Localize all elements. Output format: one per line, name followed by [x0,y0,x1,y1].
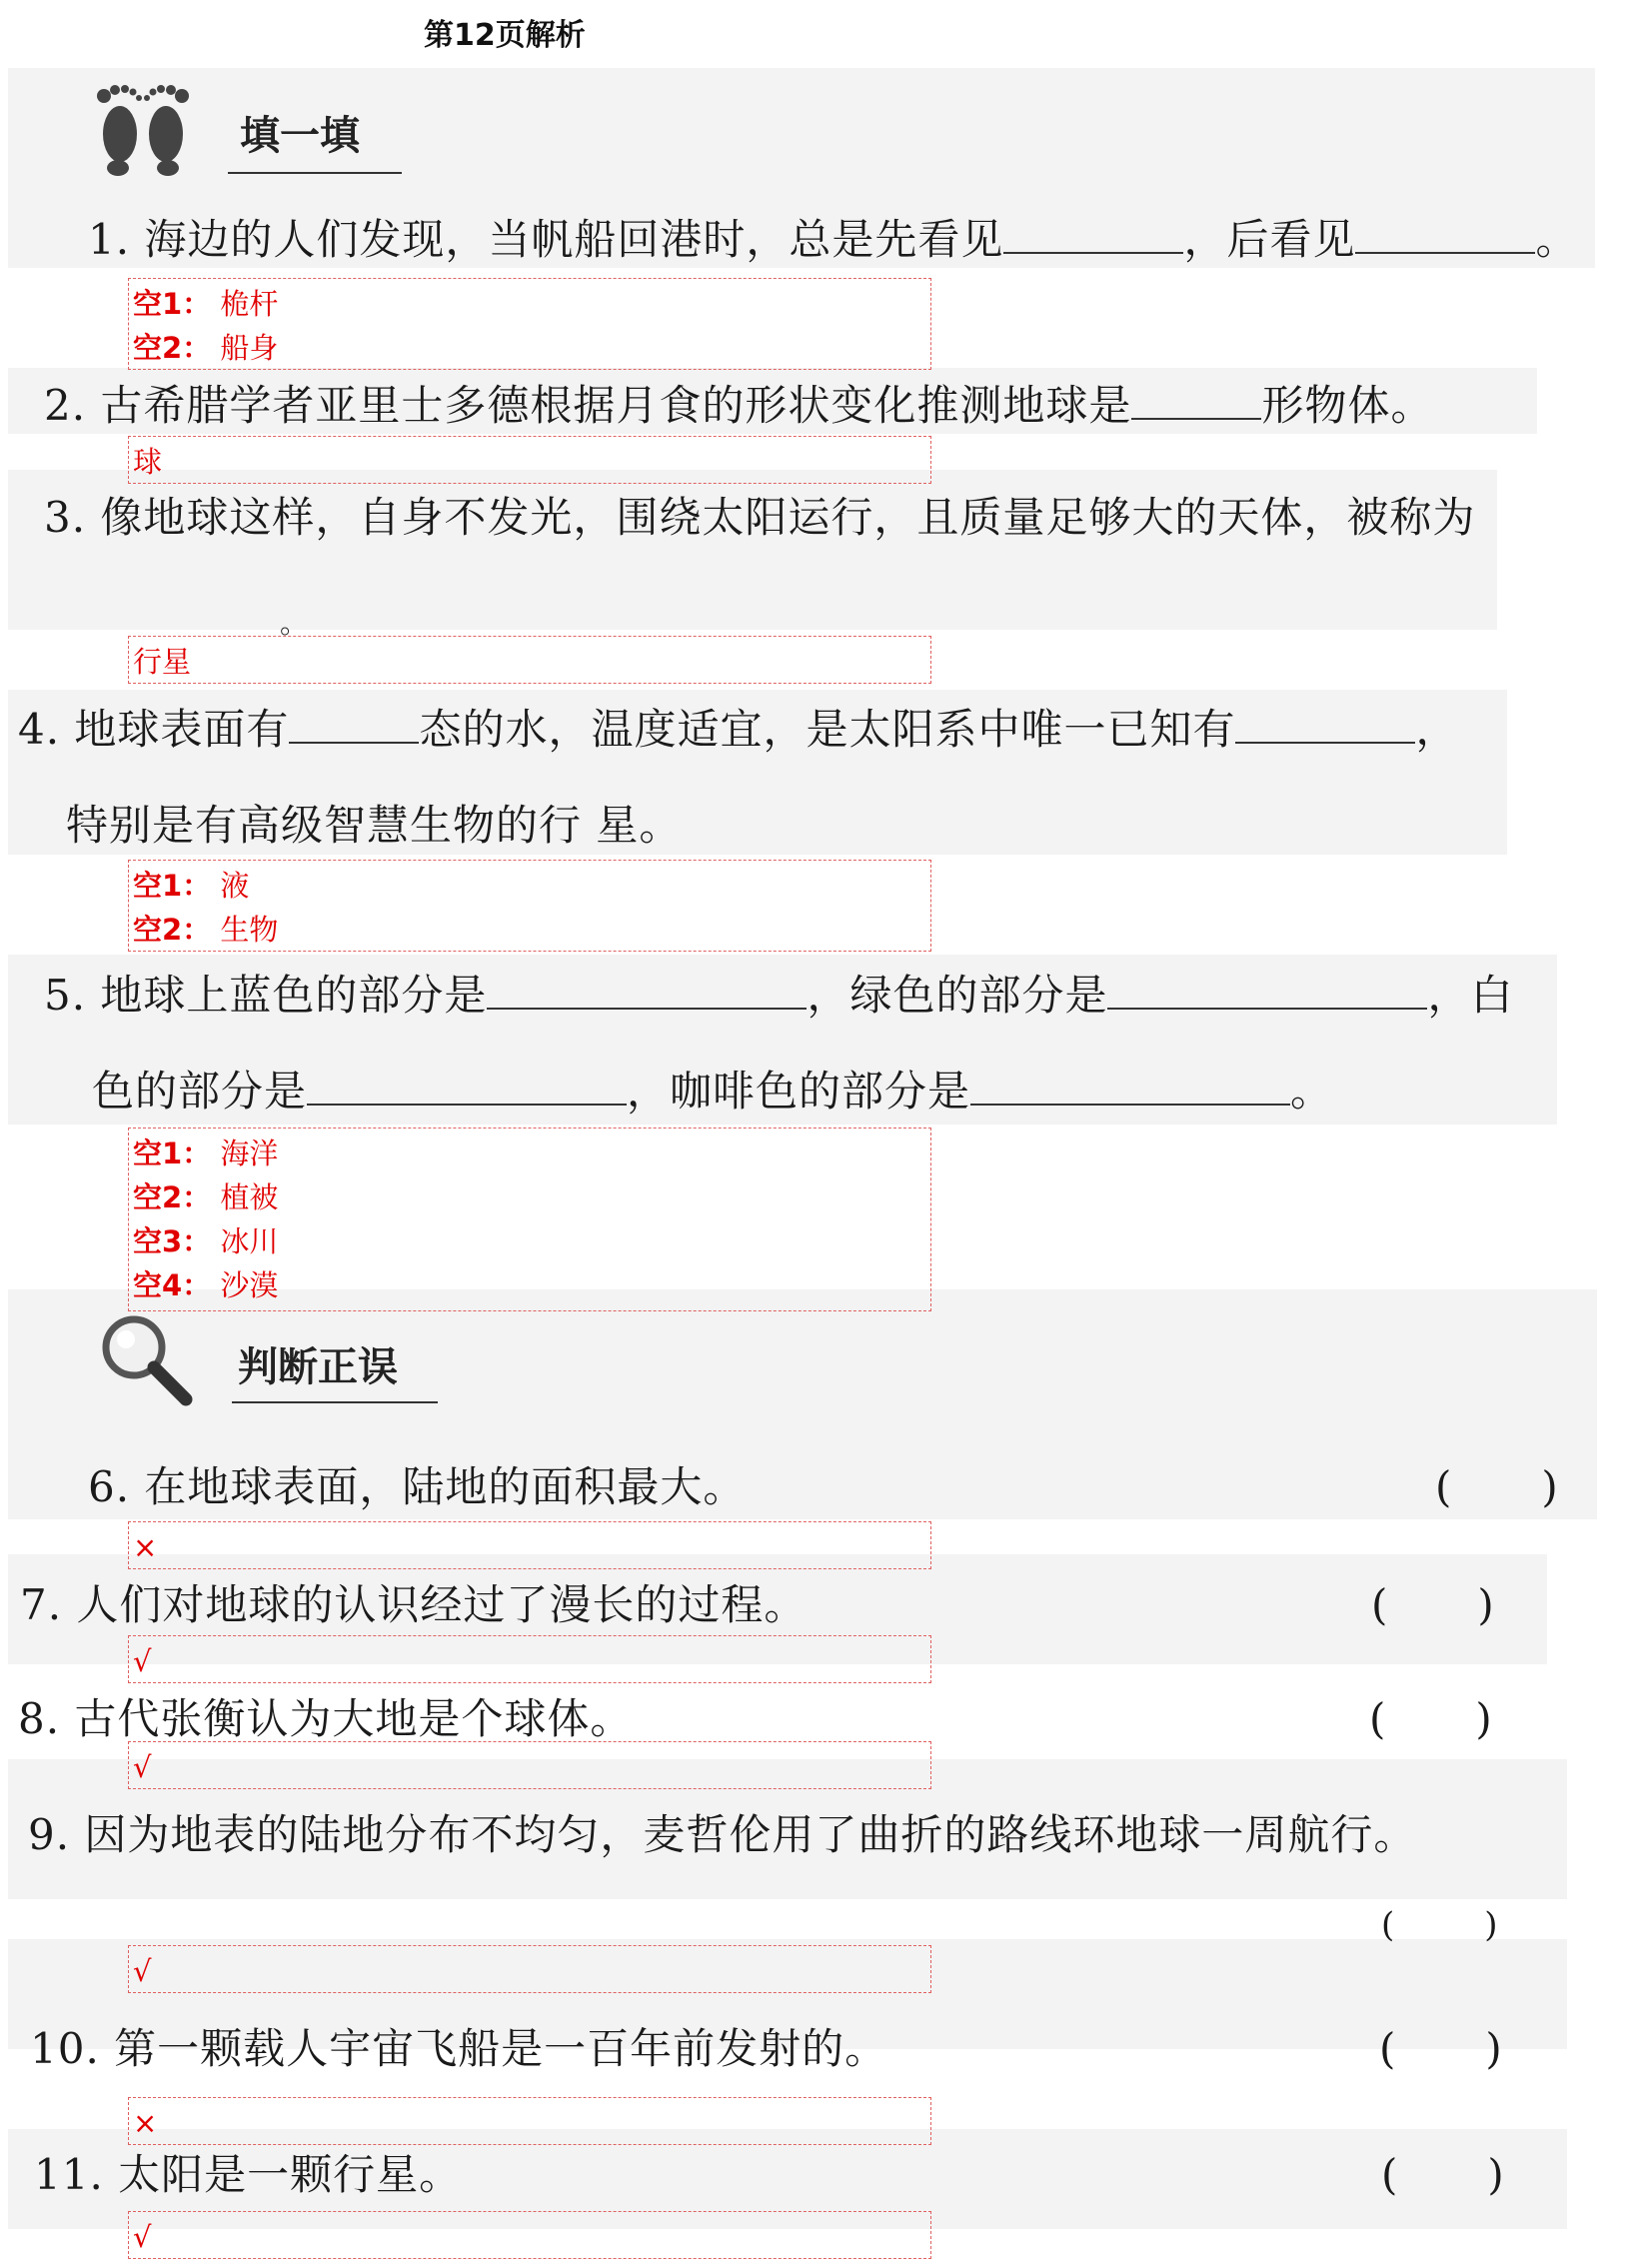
answer-box [128,1741,931,1789]
answer-value: 桅杆 [220,287,279,321]
answer-parentheses: () [1435,1462,1648,1511]
question-2 [44,380,1433,432]
question-4 [18,704,1458,756]
question-7: 7. 人们对地球的认识经过了漫长的过程。 [20,1580,808,1629]
question-8: 8. 古代张衡认为大地是个球体。 [18,1694,634,1743]
answer-value: √ [133,1644,152,1678]
answer-box [128,278,931,370]
answer-value: 沙漠 [220,1268,279,1302]
question-4-line2: 特别是有高级智慧生物的行 星。 [66,801,683,850]
question-text: 5. 地球上蓝色的部分是 [44,971,488,1020]
answer-blank [970,1070,1290,1106]
section-title-judge: 判断正误 [238,1344,398,1390]
question-text: ，白 [1427,971,1514,1020]
answer-box [128,860,931,952]
section-title-fill: 填一填 [240,113,360,159]
answer-blank [1003,218,1183,254]
answer-value: 液 [220,869,250,903]
question-text: ，咖啡色的部分是 [627,1067,971,1116]
question-text: 1. 海边的人们发现，当帆船回港时，总是先看见 [88,215,1004,264]
answer-box [128,2211,931,2259]
answer-box [128,1521,931,1569]
magnifier-icon [96,1309,196,1409]
question-11: 11. 太阳是一颗行星。 [34,2150,463,2199]
answer-parentheses: () [1379,2024,1592,2073]
footprints-icon [82,76,202,176]
answer-value: × [133,2106,158,2140]
answer-label: 空1： [133,1136,212,1170]
answer-blank [1355,218,1535,254]
answer-value: √ [133,1954,152,1988]
answer-blank [487,974,807,1010]
answer-value: 球 [133,445,163,479]
answer-line [133,1175,926,1219]
answer-line [133,864,926,908]
answer-blank [1235,708,1415,744]
answer-box [128,636,931,684]
question-text: 。 [1290,1067,1334,1116]
answer-label: 空1： [133,869,212,903]
answer-blank [289,708,419,744]
answer-parentheses: () [1381,2150,1594,2199]
question-6: 6. 在地球表面，陆地的面积最大。 [88,1462,747,1511]
question-text: 色的部分是 [92,1067,308,1116]
question-text: 态的水，温度适宜，是太阳系中唯一已知有 [419,705,1236,754]
question-text: ， [1415,705,1459,754]
answer-value: 船身 [220,331,279,365]
answer-parentheses: () [1369,1694,1582,1743]
question-text: 4. 地球表面有 [18,705,290,754]
answer-value: × [133,1530,158,1564]
answer-value: √ [133,2220,152,2254]
answer-line [133,282,926,326]
answer-value: 海洋 [220,1136,279,1170]
answer-box [128,1945,931,1993]
question-text: ，绿色的部分是 [807,971,1108,1020]
answer-blank [1131,384,1261,420]
question-text: 。 [1535,215,1579,264]
answer-label: 空4： [133,1268,212,1302]
answer-line [133,1219,926,1263]
answer-line [133,1263,926,1307]
answer-box [128,1635,931,1683]
question-text: 2. 古希腊学者亚里士多德根据月食的形状变化推测地球是 [44,381,1132,430]
answer-parentheses: () [1371,1580,1584,1629]
answer-value: 行星 [133,645,192,679]
section-title-underline [228,172,402,174]
answer-parentheses: () [1381,1905,1588,1945]
question-text: ，后看见 [1183,215,1356,264]
question-9: 9. 因为地表的陆地分布不均匀，麦哲伦用了曲折的路线环地球一周航行。 [28,1810,1417,1859]
answer-label: 空3： [133,1224,212,1258]
question-10: 10. 第一颗载人宇宙飞船是一百年前发射的。 [30,2024,888,2073]
question-5-line2 [92,1066,1333,1118]
answer-label: 空1： [133,287,212,321]
answer-value: √ [133,1750,152,1784]
answer-value: 冰川 [220,1224,279,1258]
answer-box [128,1128,931,1311]
answer-label: 空2： [133,913,212,947]
answer-label: 空2： [133,1180,212,1214]
question-5 [44,970,1513,1022]
page-title: 第12页解析 [424,18,586,53]
answer-line [133,326,926,370]
answer-line [133,1132,926,1175]
answer-value: 植被 [220,1180,279,1214]
answer-label: 空2： [133,331,212,365]
answer-value: 生物 [220,913,279,947]
answer-line [133,908,926,952]
question-3 [44,492,1475,544]
question-text: 形物体。 [1261,381,1434,430]
answer-blank [307,1070,627,1106]
section-title-underline [232,1401,438,1403]
question-1 [88,214,1578,266]
answer-box [128,436,931,484]
answer-box [128,2097,931,2145]
question-3-end: 。 [280,607,310,640]
answer-blank [1107,974,1427,1010]
question-text: 3. 像地球这样，自身不发光，围绕太阳运行，且质量足够大的天体，被称为 [44,493,1476,542]
